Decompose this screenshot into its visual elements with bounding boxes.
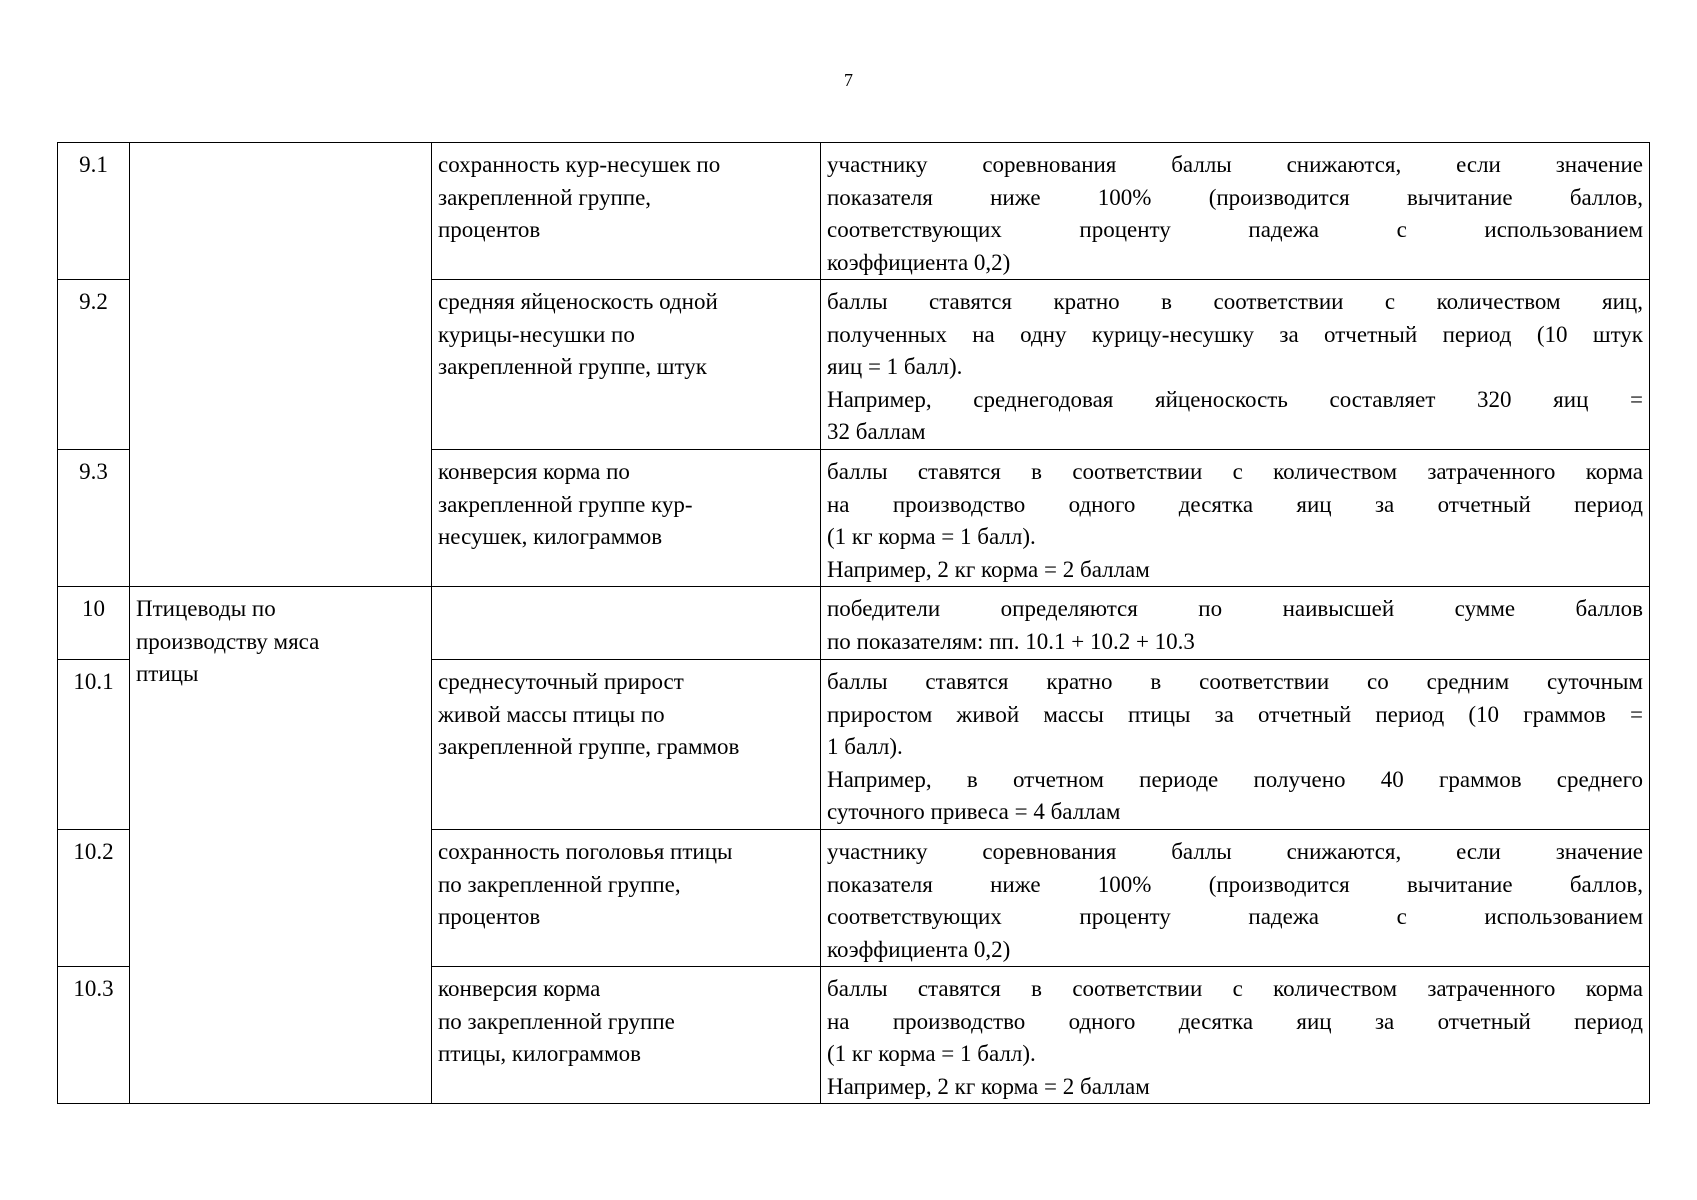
description-line: яиц = 1 балл). [827, 354, 963, 379]
description-line: Например, 2 кг корма = 2 баллам [827, 1073, 1150, 1099]
row-number: 9.2 [58, 280, 130, 450]
table-row-9-1 [58, 143, 1650, 280]
description-line: по показателям: пп. 10.1 + 10.2 + 10.3 [827, 628, 1195, 654]
description-line: соответствующих проценту падежа с использованием [827, 904, 1643, 929]
description-line: коэффициента 0,2) [827, 936, 1011, 962]
indicator-line: живой массы птицы по [438, 701, 665, 727]
indicator-line: средняя яйценоскость одной [438, 289, 718, 314]
indicator-cell [432, 280, 821, 450]
description-line: участнику соревнования баллы снижаются, если значение [827, 152, 1643, 177]
description-line: Например, 2 кг корма = 2 баллам [827, 556, 1150, 582]
row-number: 10.2 [58, 830, 130, 967]
indicator-cell-empty [432, 587, 821, 660]
indicator-cell [432, 660, 821, 830]
indicator-line: сохранность поголовья птицы [438, 839, 733, 864]
description-line: участнику соревнования баллы снижаются, если значение [827, 839, 1643, 864]
indicator-line: среднесуточный прирост [438, 669, 684, 694]
description-line: соответствующих проценту падежа с использованием [827, 217, 1643, 242]
indicator-line: процентов [438, 217, 541, 242]
description-cell [821, 660, 1650, 830]
description-line: полученных на одну курицу-несушку за отчетный период (10 штук [827, 321, 1643, 347]
description-line: баллы ставятся кратно в соответствии со средним суточным [827, 669, 1643, 694]
description-line: баллы ставятся в соответствии с количеством затраченного корма [827, 459, 1643, 484]
description-line: на производство одного десятка яиц за отчетный период [827, 1008, 1643, 1034]
indicator-cell [432, 450, 821, 587]
indicator-line: закрепленной группе, [438, 184, 652, 210]
indicator-line: птицы, килограммов [438, 1041, 642, 1066]
indicator-line: курицы-несушки по [438, 321, 635, 347]
category-line: птицы [136, 661, 199, 686]
description-cell [821, 587, 1650, 660]
row-number: 9.1 [58, 143, 130, 280]
indicator-line: закрепленной группе, штук [438, 354, 707, 379]
competition-criteria-table [57, 142, 1650, 1104]
indicator-line: по закрепленной группе [438, 1008, 675, 1034]
indicator-line: закрепленной группе, граммов [438, 734, 740, 759]
description-line: на производство одного десятка яиц за отчетный период [827, 491, 1643, 517]
description-line: показателя ниже 100% (производится вычитание баллов, [827, 184, 1643, 210]
page-number: 7 [844, 70, 853, 90]
indicator-cell [432, 830, 821, 967]
category-cell [130, 587, 432, 1104]
category-line: производству мяса [136, 628, 320, 654]
description-line: баллы ставятся кратно в соответствии с количеством яиц, [827, 289, 1643, 314]
description-line: коэффициента 0,2) [827, 249, 1011, 275]
indicator-line: процентов [438, 904, 541, 929]
row-number: 10.1 [58, 660, 130, 830]
row-number: 10 [58, 587, 130, 660]
indicator-line: сохранность кур-несушек по [438, 152, 721, 177]
indicator-line: по закрепленной группе, [438, 871, 681, 897]
description-line: 32 баллам [827, 419, 926, 444]
indicator-line: несушек, килограммов [438, 524, 663, 549]
description-cell [821, 450, 1650, 587]
description-line: суточного привеса = 4 баллам [827, 799, 1121, 824]
description-line: Например, среднегодовая яйценоскость составляет 320 яиц = [827, 386, 1643, 412]
description-line: приростом живой массы птицы за отчетный период (10 граммов = [827, 701, 1643, 727]
description-line: (1 кг корма = 1 балл). [827, 1041, 1036, 1066]
description-cell [821, 830, 1650, 967]
description-cell [821, 143, 1650, 280]
indicator-line: конверсия корма [438, 976, 601, 1001]
description-line: баллы ставятся в соответствии с количеством затраченного корма [827, 976, 1643, 1001]
description-line: Например, в отчетном периоде получено 40 граммов среднего [827, 766, 1643, 792]
indicator-line: закрепленной группе кур- [438, 491, 693, 517]
category-line: Птицеводы по [136, 596, 276, 621]
row-number: 9.3 [58, 450, 130, 587]
indicator-line: конверсия корма по [438, 459, 630, 484]
description-cell [821, 280, 1650, 450]
category-cell-empty [130, 143, 432, 587]
description-cell [821, 967, 1650, 1104]
table-row-10 [58, 587, 1650, 660]
description-line: победители определяются по наивысшей сумме баллов [827, 596, 1643, 621]
description-line: 1 балл). [827, 734, 903, 759]
indicator-cell [432, 967, 821, 1104]
row-number: 10.3 [58, 967, 130, 1104]
description-line: показателя ниже 100% (производится вычитание баллов, [827, 871, 1643, 897]
description-line: (1 кг корма = 1 балл). [827, 524, 1036, 549]
indicator-cell [432, 143, 821, 280]
